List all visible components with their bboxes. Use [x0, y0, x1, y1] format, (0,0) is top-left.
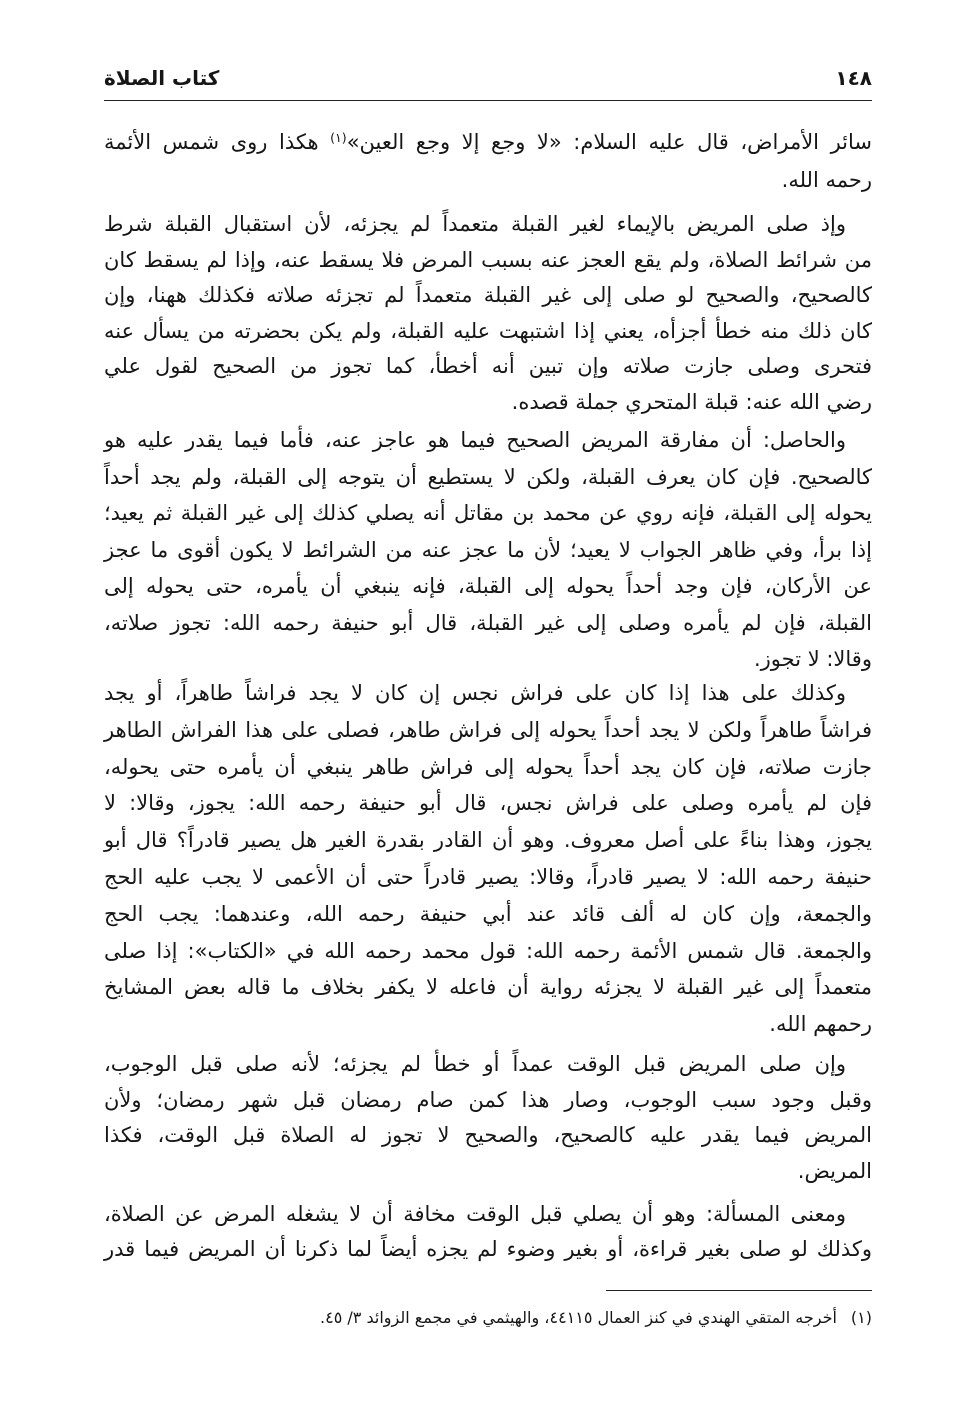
paragraph	[104, 207, 872, 420]
text-line: رحمهم الله.	[769, 1012, 872, 1037]
header-divider	[104, 100, 872, 101]
paragraph	[104, 1197, 872, 1267]
text-line	[104, 125, 872, 163]
footnote-marker: (١)	[850, 1308, 872, 1327]
text-line: وكذلك على هذا إذا كان على فراش نجس إن كان لا يجد فراشاً طاهراً، أو يجد	[104, 681, 846, 705]
text-line: حنيفة رحمه الله: لا يصير قادراً، وقالا: يصير قادراً حتى أن الأعمى لا يجب عليه الحج	[104, 864, 872, 889]
text-line: فتحرى وصلى جازت صلاته وإن تبين أنه أخطأ، كما تجوز من الصحيح لقول علي	[104, 354, 872, 378]
text-line: ومعنى المسألة: وهو أن يصلي قبل الوقت مخافة أن لا يشغله المرض عن الصلاة،	[104, 1202, 846, 1226]
text-line: رحمه الله.	[781, 167, 872, 192]
text-line: من شرائط الصلاة، ولم يقع العجز عنه بسبب المرض فلا يسقط عنه، وإذا لم يسقط كان	[104, 247, 872, 272]
text-line: المريض فيما يقدر عليه كالصحيح، والصحيح لا تجوز له الصلاة قبل الوقت، فكذا	[104, 1123, 872, 1148]
paragraph	[104, 675, 872, 1043]
text-line: وإذ صلى المريض بالإيماء لغير القبلة متعمداً لم يجزئه، لأن استقبال القبلة شرط	[104, 212, 846, 236]
text-line: المريض.	[797, 1159, 872, 1184]
running-title: كتاب الصلاة	[104, 66, 220, 90]
text-line: فإن لم يأمره وصلى على فراش نجس، قال أبو حنيفة رحمه الله: يجوز، وقالا: لا	[104, 791, 872, 816]
text-line: والجمعة، وإن كان له ألف قائد عند أبي حنيفة رحمه الله، وعندهما: يجب الحج	[104, 901, 872, 926]
text-segment: سائر الأمراض، قال عليه السلام: «لا وجع إلا وجع العين»	[346, 130, 872, 154]
text-line: يجوز، وهذا بناءً على أصل معروف. وهو أن القادر بقدرة الغير هل يصير قادراً؟ قال أبو	[104, 828, 872, 853]
text-line: القبلة، فإن لم يأمره وصلى إلى غير القبلة، قال أبو حنيفة رحمه الله: تجوز صلاته،	[104, 610, 872, 635]
text-line: عن الأركان، فإن وجد أحداً يحوله إلى القبلة، فإنه ينبغي أن يأمره، حتى يحوله إلى	[104, 574, 872, 598]
text-line: وقالا: لا تجوز.	[753, 647, 872, 671]
text-line: يحوله إلى القبلة، فإنه روي عن محمد بن مقاتل أنه يصلي كذلك إلى غير القبلة ثم يعيد؛	[104, 501, 872, 525]
footnote	[104, 1304, 872, 1332]
text-line: وإن صلى المريض قبل الوقت عمداً أو خطأ لم يجزئه؛ لأنه صلى قبل الوجوب،	[104, 1052, 846, 1076]
text-line: إذا برأ، وفي ظاهر الجواب لا يعيد؛ لأن ما عجز عنه من الشرائط لا يكون أقوى ما عجز	[104, 537, 872, 562]
text-line: كالصحيح، والصحيح لو صلى إلى غير القبلة متعمداً لم تجزئه صلاته فكذلك ههنا، وإن	[104, 283, 872, 307]
footnote-reference: (١)	[330, 130, 347, 146]
text-line: وكذلك لو صلى بغير قراءة، أو بغير وضوء لم يجزه أيضاً لما ذكرنا أن المريض فيما قدر	[104, 1237, 872, 1261]
paragraph	[104, 125, 872, 198]
paragraph	[104, 422, 872, 678]
text-line: كان ذلك منه خطأ أجزأه، يعني إذا اشتبهت عليه القبلة، ولم يكن بحضرته من يسأل عنه	[104, 318, 872, 343]
footnote-text: أخرجه المتقي الهندي في كنز العمال ٤٤١١٥، والهيثمي في مجمع الزوائد ٣/ ٤٥.	[320, 1308, 837, 1327]
text-line: وقبل وجود سبب الوجوب، وصار هذا كمن صام رمضان قبل شهر رمضان؛ ولأن	[104, 1087, 872, 1112]
text-line: والحاصل: أن مفارقة المريض الصحيح فيما هو عاجز عنه، فأما فيما يقدر عليه هو	[104, 428, 846, 452]
text-line: فراشاً طاهراً ولكن لا يجد أحداً يحوله إلى فراش طاهر، فصلى على هذا الفراش الطاهر	[104, 717, 872, 742]
text-line: جازت صلاته، فإن كان يجد أحداً يحوله إلى فراش طاهر ينبغي أن يأمره حتى يحوله،	[104, 754, 872, 779]
text-line: كالصحيح. فإن كان يعرف القبلة، ولكن لا يستطيع أن يتوجه إلى القبلة، ولم يجد أحداً	[104, 464, 872, 489]
paragraph	[104, 1047, 872, 1190]
page-header	[104, 62, 872, 94]
text-line: متعمداً إلى غير القبلة لا يجزئه رواية أن فاعله لا يكفر بخلاف ما قاله بعض المشايخ	[104, 975, 872, 1000]
footnote-divider	[606, 1290, 872, 1291]
text-line: رضي الله عنه: قبلة المتحري جملة قصده.	[511, 389, 872, 414]
text-line: والجمعة. قال شمس الأئمة رحمه الله: قول محمد رحمه الله في «الكتاب»: إذا صلى	[104, 938, 872, 963]
text-segment: هكذا روى شمس الأئمة	[104, 130, 331, 154]
page-number: ١٤٨	[835, 66, 872, 90]
